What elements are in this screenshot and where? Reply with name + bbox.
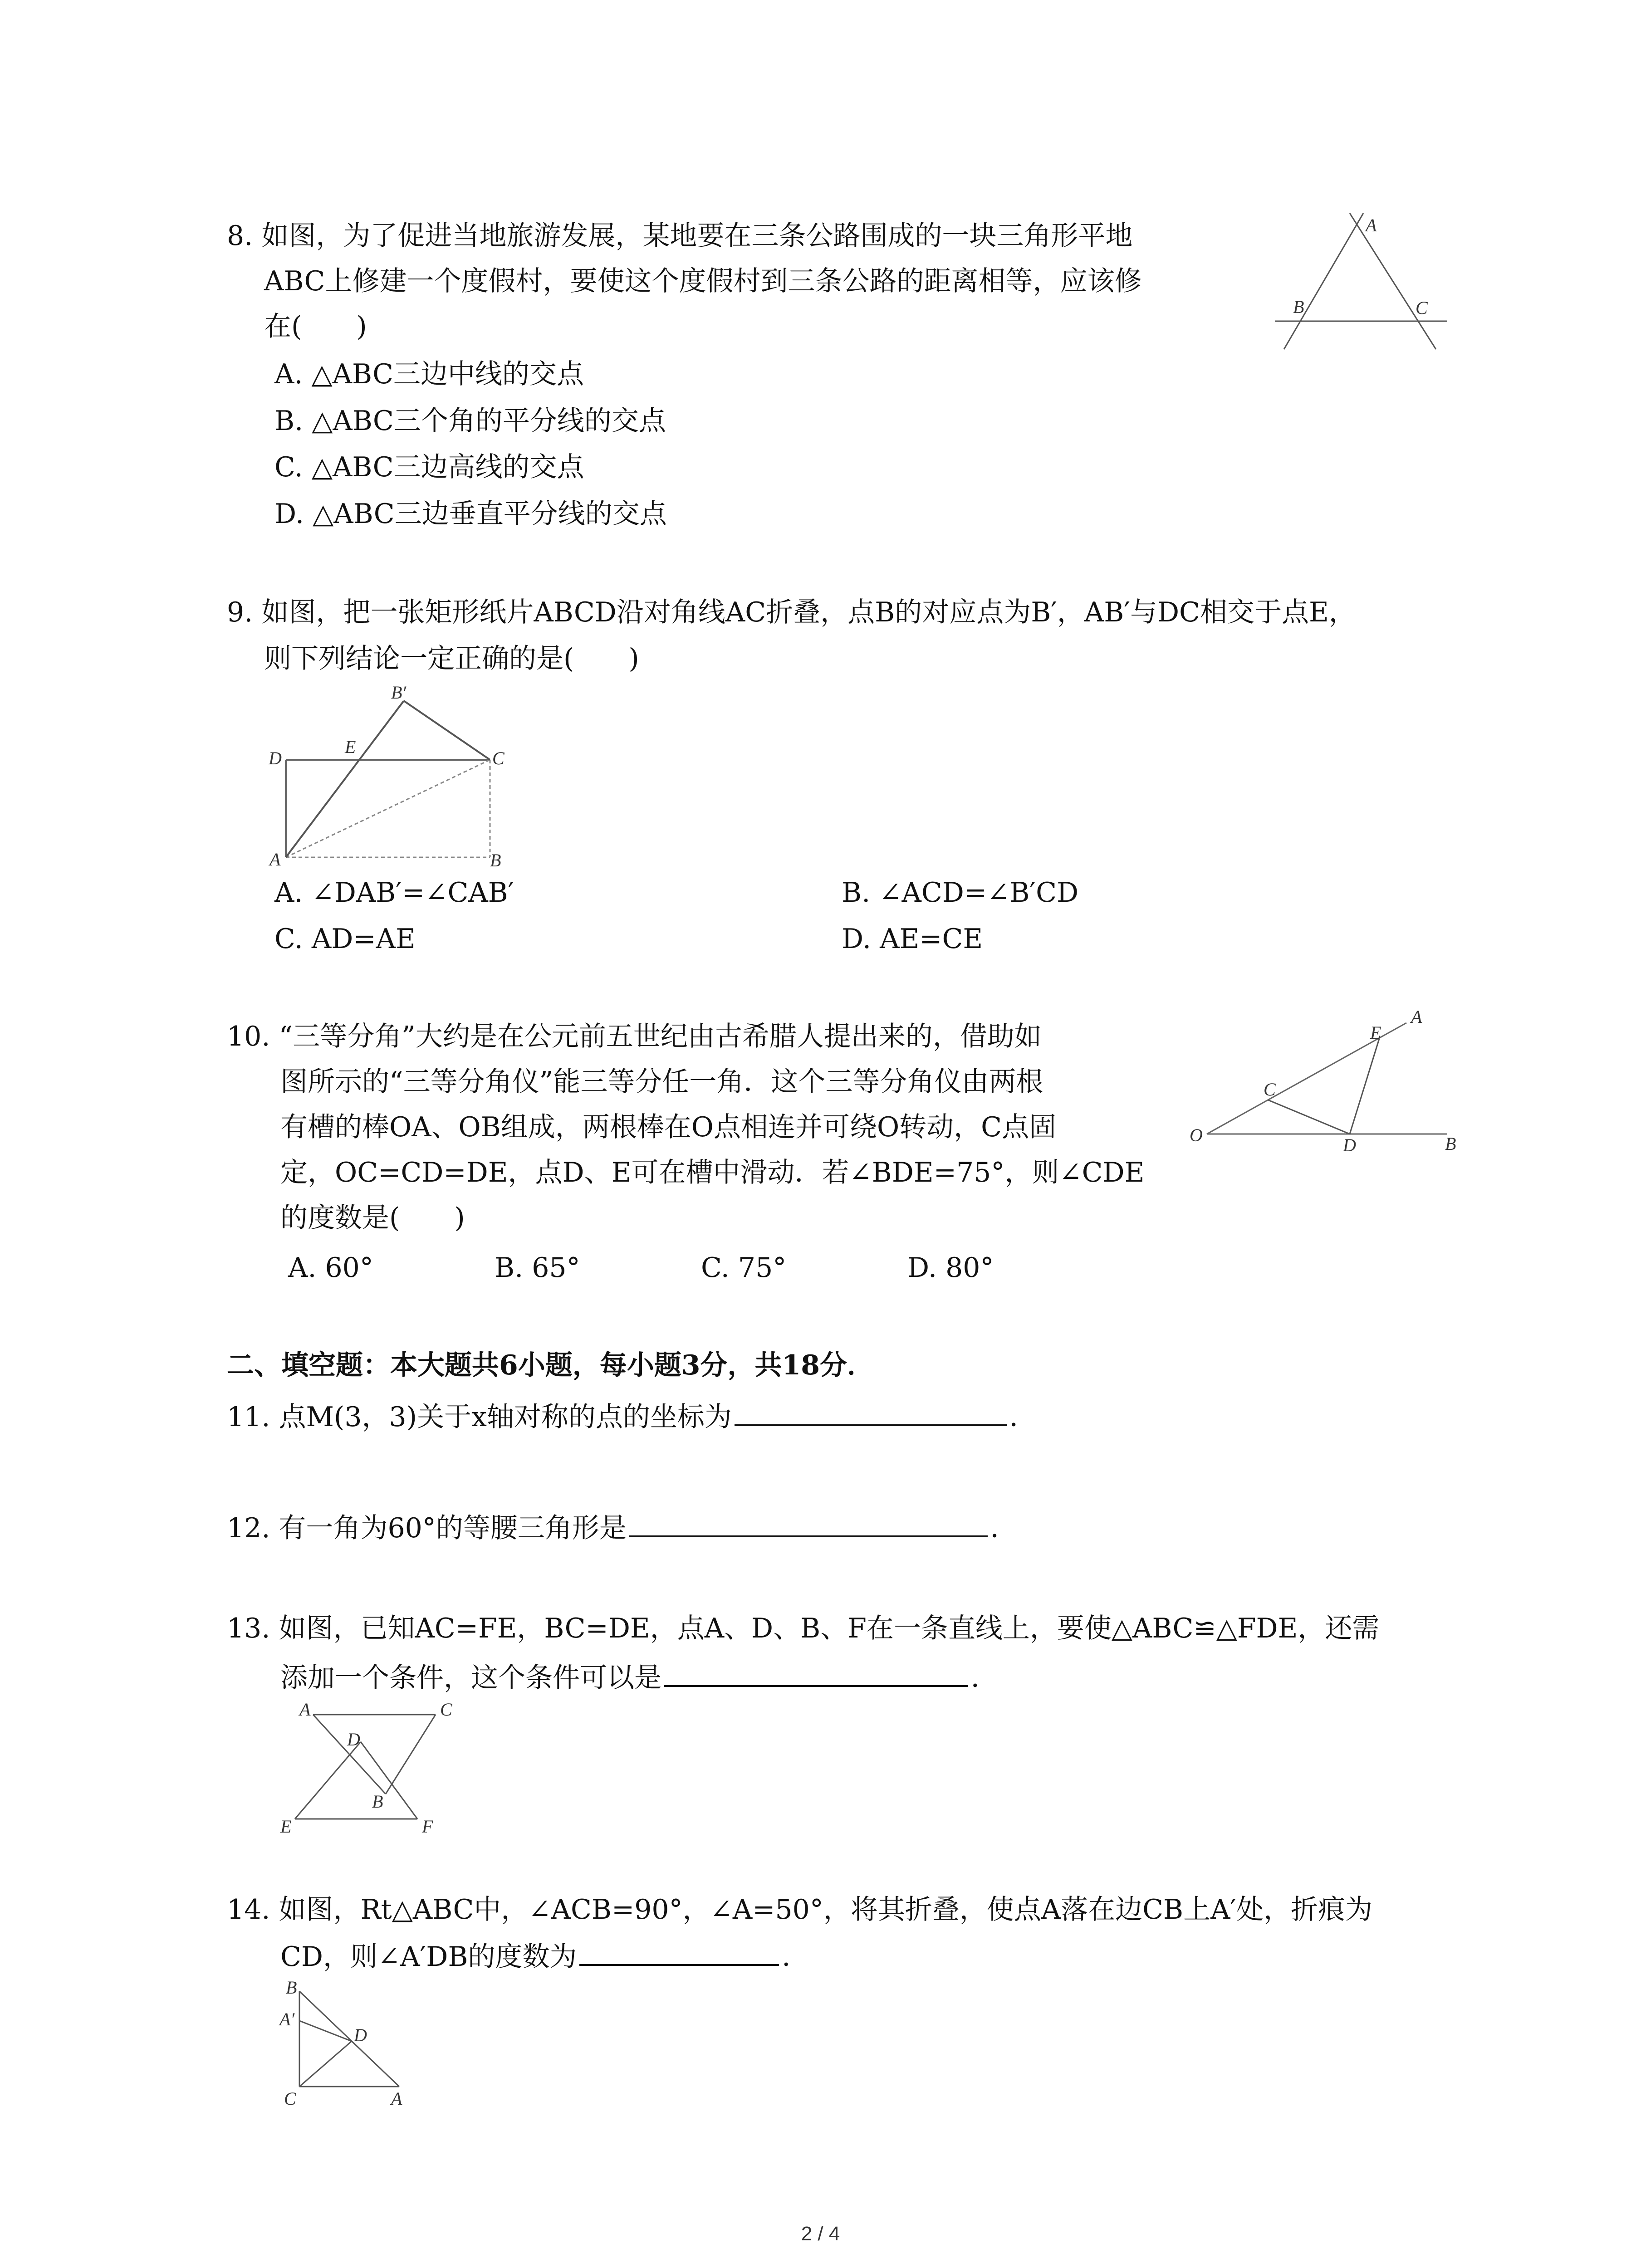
- q8-line1: 8. 如图，为了促进当地旅游发展，某地要在三条公路围成的一块三角形平地: [227, 220, 1133, 252]
- q13-figure: [277, 1696, 467, 1842]
- q9-option-b: B. ∠ACD=∠B′CD: [842, 877, 1079, 909]
- q10-label-b: B: [1445, 1134, 1456, 1154]
- q14-text: CD，则∠A′DB的度数为: [280, 1941, 577, 1973]
- q9-option-c: C. AD=AE: [274, 923, 416, 955]
- q10-label-d: D: [1343, 1135, 1356, 1155]
- q10-option-d: D. 80°: [907, 1252, 994, 1284]
- q10-line5: 的度数是( ): [280, 1202, 465, 1234]
- q11-line: [227, 1397, 1037, 1435]
- q9-label-d: D: [269, 748, 282, 768]
- q10-option-c: C. 75°: [701, 1252, 787, 1284]
- q8-option-c: C. △ABC三边高线的交点: [274, 451, 584, 483]
- q11-answer-blank[interactable]: [735, 1397, 1007, 1426]
- q9-line2: 则下列结论一定正确的是( ): [264, 643, 639, 675]
- q9-line1: 9. 如图，把一张矩形纸片ABCD沿对角线AC折叠，点B的对应点为B′，AB′与DC相交于点E，: [227, 596, 1356, 628]
- q11-end: ．: [1009, 1401, 1037, 1433]
- q9-label-b: B: [490, 850, 501, 870]
- q13-text: 添加一个条件，这个条件可以是: [280, 1662, 661, 1694]
- q9-figure: [263, 680, 517, 871]
- q10-line2: 图所示的“三等分角仪”能三等分任一角．这个三等分角仪由两根: [280, 1066, 1043, 1098]
- q13-end: ．: [971, 1662, 998, 1694]
- q10-label-a: A: [1411, 1007, 1422, 1027]
- q12-text: 12. 有一角为60°的等腰三角形是: [227, 1512, 627, 1544]
- q10-option-b: B. 65°: [495, 1252, 580, 1284]
- q9-option-d: D. AE=CE: [842, 923, 983, 955]
- q8-figure: [1266, 200, 1456, 354]
- q13-label-f: F: [422, 1816, 433, 1837]
- q14-label-a: A: [391, 2088, 402, 2109]
- q10-label-o: O: [1190, 1125, 1203, 1145]
- q8-label-c: C: [1416, 298, 1428, 318]
- q13-line1: 13. 如图，已知AC=FE，BC=DE，点A、D、B、F在一条直线上，要使△ABC≌△FDE，还需: [227, 1613, 1380, 1644]
- q12-answer-blank[interactable]: [629, 1508, 988, 1537]
- q12-end: ．: [990, 1512, 1018, 1544]
- q8-label-b: B: [1293, 297, 1304, 317]
- q10-option-a: A. 60°: [288, 1252, 373, 1284]
- q12-line: [227, 1508, 1018, 1546]
- q10-label-c: C: [1264, 1079, 1276, 1100]
- q9-option-a: A. ∠DAB′=∠CAB′: [274, 877, 514, 909]
- q13-label-c: C: [440, 1699, 452, 1720]
- q8-line3: 在( ): [264, 311, 367, 342]
- q13-label-e: E: [280, 1816, 292, 1837]
- q13-line2: [280, 1658, 998, 1696]
- q11-text: 11. 点M(3，3)关于x轴对称的点的坐标为: [227, 1401, 732, 1433]
- q8-label-a: A: [1366, 215, 1377, 235]
- q10-label-e: E: [1370, 1022, 1381, 1043]
- section-heading: 二、填空题：本大题共6小题，每小题3分，共18分．: [227, 1349, 874, 1381]
- q14-end: ．: [782, 1941, 809, 1973]
- q10-line1: 10. “三等分角”大约是在公元前五世纪由古希腊人提出来的，借助如: [227, 1021, 1042, 1052]
- q10-figure: [1189, 1007, 1461, 1157]
- q9-label-e: E: [345, 737, 356, 757]
- q8-option-b: B. △ABC三个角的平分线的交点: [274, 405, 666, 437]
- q13-label-a: A: [299, 1699, 311, 1720]
- q14-line1: 14. 如图，Rt△ABC中，∠ACB=90°，∠A=50°，将其折叠，使点A落在边CB上A′处，折痕为: [227, 1894, 1373, 1926]
- q13-answer-blank[interactable]: [664, 1658, 968, 1687]
- q14-label-d: D: [354, 2025, 367, 2045]
- q13-label-b: B: [372, 1791, 383, 1812]
- q14-answer-blank[interactable]: [579, 1937, 779, 1966]
- q8-option-a: A. △ABC三边中线的交点: [274, 358, 584, 390]
- page-number: 2 / 4: [801, 2223, 840, 2245]
- q13-label-d: D: [347, 1729, 360, 1750]
- q10-line3: 有槽的棒OA、OB组成，两根棒在O点相连并可绕O转动，C点固: [280, 1111, 1057, 1143]
- q8-line2: ABC上修建一个度假村，要使这个度假村到三条公路的距离相等，应该修: [264, 265, 1142, 297]
- q9-label-b1: B′: [391, 682, 407, 703]
- q14-line2: [280, 1937, 809, 1975]
- q14-label-c: C: [284, 2088, 296, 2109]
- q10-line4: 定，OC=CD=DE，点D、E可在槽中滑动．若∠BDE=75°，则∠CDE: [280, 1157, 1145, 1188]
- q14-label-b: B: [286, 1977, 297, 1998]
- q14-figure: [272, 1978, 426, 2114]
- q9-label-c: C: [492, 748, 505, 768]
- q14-label-a1: A′: [279, 2009, 295, 2029]
- q9-label-a: A: [269, 849, 281, 870]
- q8-option-d: D. △ABC三边垂直平分线的交点: [274, 498, 667, 530]
